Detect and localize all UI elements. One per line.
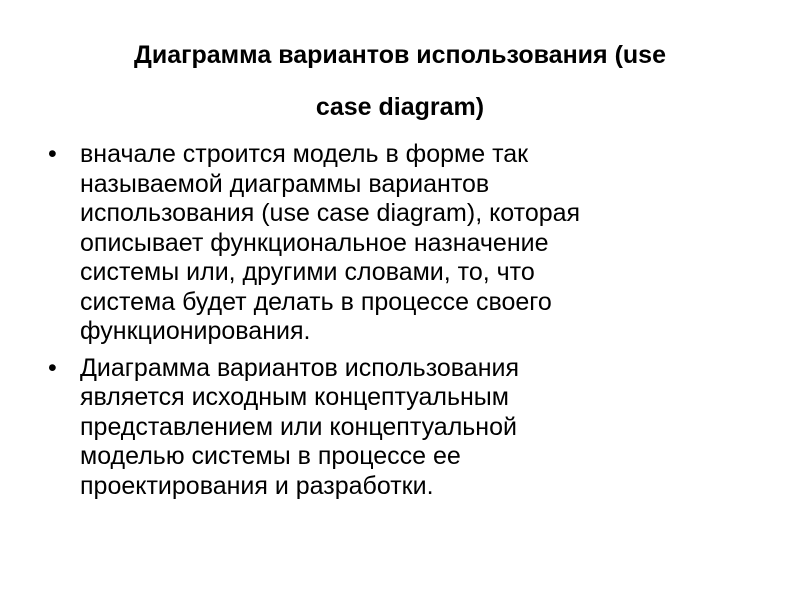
bullet-text-line: вначале строится модель в форме так	[80, 140, 529, 168]
bullet-item-1	[48, 140, 748, 347]
bullet-text-line: Диаграмма вариантов использования	[80, 353, 520, 382]
bullet-dot-icon: •	[48, 140, 57, 168]
bullet-text-line: называемой диаграммы вариантов	[80, 169, 490, 198]
bullet-list	[48, 140, 748, 508]
bullet-text-line: описывает функциональное назначение	[80, 228, 549, 257]
bullet-text-line: системы или, другими словами, то, что	[80, 258, 535, 286]
bullet-dot-icon: •	[48, 353, 57, 382]
bullet-text-line: представлением или концептуальной	[80, 412, 517, 441]
bullet-text-line: проектирования и разработки.	[80, 471, 434, 500]
slide-title-line: Диаграмма вариантов использования (use	[134, 41, 666, 69]
bullet-text-line: является исходным концептуальным	[80, 383, 509, 411]
slide-title	[40, 29, 760, 133]
bullet-text-line: функционирования.	[80, 317, 311, 345]
bullet-text-line: система будет делать в процессе своего	[80, 287, 552, 316]
slide-title-line: case diagram)	[315, 93, 485, 121]
bullet-text-line: использования (use case diagram), которая	[80, 199, 581, 227]
bullet-text-line: моделью системы в процессе ее	[80, 442, 461, 470]
bullet-item-2	[48, 354, 748, 502]
